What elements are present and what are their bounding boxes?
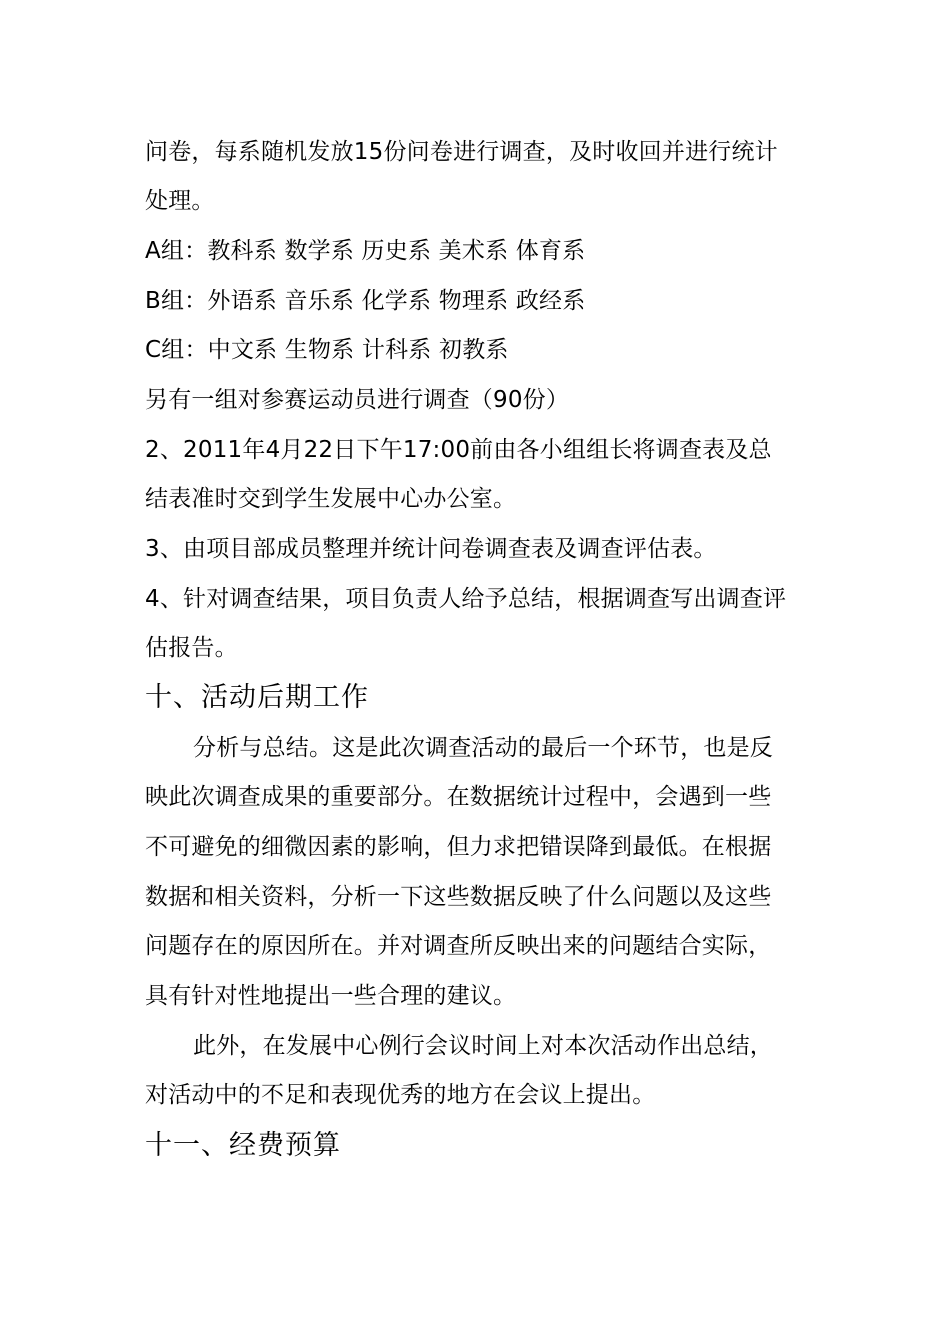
step-4-line: 估报告。 bbox=[145, 635, 238, 661]
step-2-line: 结表准时交到学生发展中心办公室。 bbox=[145, 486, 517, 512]
paragraph-line: 不可避免的细微因素的影响，但力求把错误降到最低。在根据 bbox=[145, 834, 772, 860]
athlete-survey-line: 另有一组对参赛运动员进行调查（90份） bbox=[145, 387, 570, 413]
paragraph-line: 具有针对性地提出一些合理的建议。 bbox=[145, 983, 517, 1009]
section-heading: 十、活动后期工作 bbox=[145, 682, 369, 713]
paragraph-line: 对活动中的不足和表现优秀的地方在会议上提出。 bbox=[145, 1082, 656, 1108]
paragraph-line: 分析与总结。这是此次调查活动的最后一个环节，也是反 bbox=[193, 735, 773, 761]
step-3-line: 3、由项目部成员整理并统计问卷调查表及调查评估表。 bbox=[145, 536, 717, 562]
text-line: 问卷，每系随机发放15份问卷进行调查，及时收回并进行统计 bbox=[145, 139, 778, 165]
step-2-line: 2、2011年4月22日下午17:00前由各小组组长将调查表及总 bbox=[145, 437, 772, 463]
group-c-line: C组：中文系 生物系 计科系 初教系 bbox=[145, 337, 509, 363]
step-4-line: 4、针对调查结果，项目负责人给予总结，根据调查写出调查评 bbox=[145, 586, 787, 612]
paragraph-line: 映此次调查成果的重要部分。在数据统计过程中，会遇到一些 bbox=[145, 784, 772, 810]
text-line: 处理。 bbox=[145, 188, 215, 214]
group-b-line: B组：外语系 音乐系 化学系 物理系 政经系 bbox=[145, 288, 586, 314]
paragraph-line: 此外，在发展中心例行会议时间上对本次活动作出总结， bbox=[193, 1033, 773, 1059]
group-a-line: A组：教科系 数学系 历史系 美术系 体育系 bbox=[145, 238, 586, 264]
paragraph-line: 数据和相关资料，分析一下这些数据反映了什么问题以及这些 bbox=[145, 884, 772, 910]
section-heading: 十一、经费预算 bbox=[145, 1130, 341, 1161]
paragraph-line: 问题存在的原因所在。并对调查所反映出来的问题结合实际， bbox=[145, 933, 772, 959]
